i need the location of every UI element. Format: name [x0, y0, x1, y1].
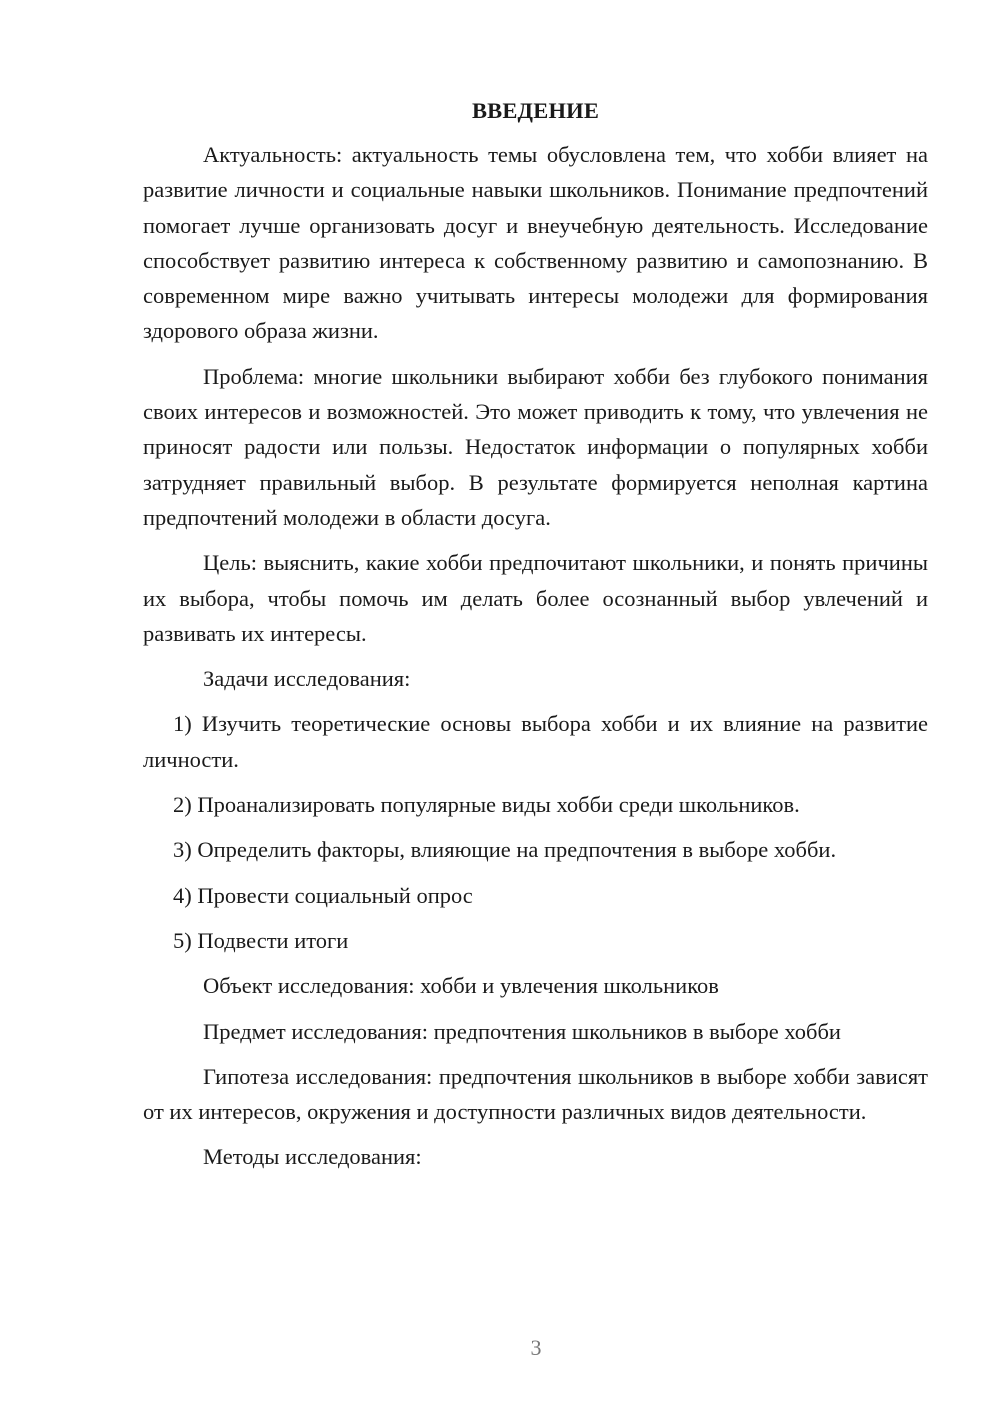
task-item-4: 4) Провести социальный опрос	[173, 882, 473, 908]
research-object: Объект исследования: хобби и увлечения школьников	[203, 973, 719, 999]
document-title: ВВЕДЕНИЕ	[471, 98, 600, 123]
page-number: 3	[530, 1335, 542, 1360]
tasks-heading: Задачи исследования:	[203, 666, 411, 692]
goal-paragraph: Цель: выяснить, какие хобби предпочитают школьники, и понять причины их выбора, чтобы помочь им делать более осознанный выбор увлечений и развивать их интересы.	[143, 550, 928, 646]
document-page	[143, 96, 928, 1175]
methods-heading: Методы исследования:	[203, 1144, 422, 1170]
research-subject: Предмет исследования: предпочтения школьников в выборе хобби	[203, 1018, 841, 1044]
problem-paragraph: Проблема: многие школьники выбирают хобби без глубокого понимания своих интересов и возможностей. Это может приводить к тому, что увлечения не приносят радости или пользы. Недостаток информации о популярных хобби затрудняет правильный выбор. В результате формируется неполная картина предпочтений молодежи в области досуга.	[143, 363, 928, 530]
task-item-3: 3) Определить факторы, влияющие на предпочтения в выборе хобби.	[173, 837, 837, 863]
task-item-5: 5) Подвести итоги	[173, 927, 349, 953]
task-item-1: 1) Изучить теоретические основы выбора хобби и их влияние на развитие личности.	[143, 711, 928, 772]
relevance-paragraph: Актуальность: актуальность темы обусловлена тем, что хобби влияет на развитие личности и социальные навыки школьников. Понимание предпочтений помогает лучше организовать досуг и внеучебную деятельность. Исследование способствует развитию интереса к собственному развитию и самопознанию. В современном мире важно учитывать интересы молодежи для формирования здорового образа жизни.	[143, 142, 928, 344]
task-item-2: 2) Проанализировать популярные виды хобби среди школьников.	[173, 792, 800, 818]
hypothesis-paragraph: Гипотеза исследования: предпочтения школьников в выборе хобби зависят от их интересов, окружения и доступности различных видов деятельности.	[143, 1063, 928, 1125]
